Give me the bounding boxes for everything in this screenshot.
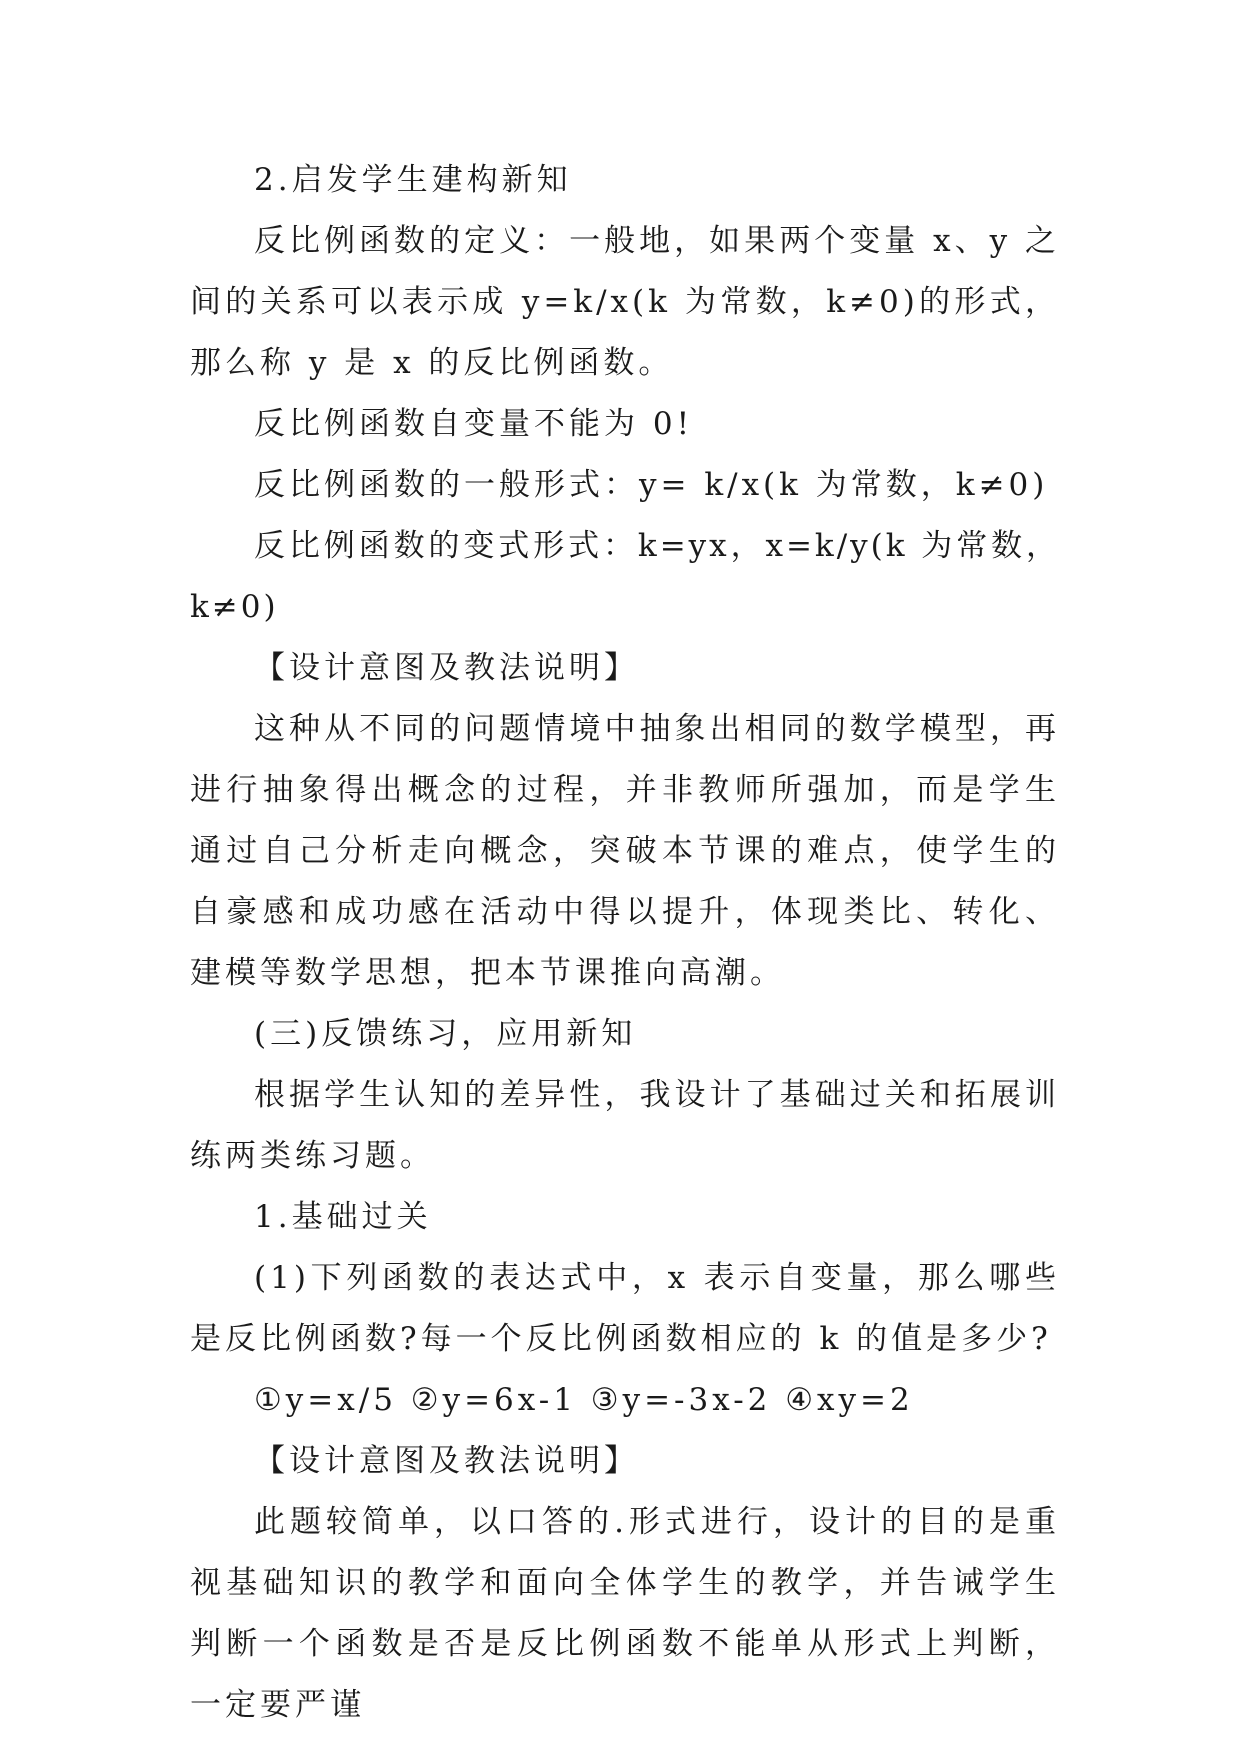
general-form-paragraph: 反比例函数的一般形式：y= k/x(k 为常数，k≠0) [254, 467, 1049, 503]
document-body [190, 150, 1060, 1736]
definition-paragraph: 反比例函数的定义：一般地，如果两个变量 x、y 之间的关系可以表示成 y=k/x(k 为常数，k≠0)的形式，那么称 y 是 x 的反比例函数。 [190, 223, 1060, 381]
exercise-question: (1)下列函数的表达式中，x 表示自变量，那么哪些是反比例函数?每一个反比例函数相应的 k 的值是多少? [190, 1260, 1060, 1357]
design-intent-paragraph: 这种从不同的问题情境中抽象出相同的数学模型，再进行抽象得出概念的过程，并非教师所强加，而是学生通过自己分析走向概念，突破本节课的难点，使学生的自豪感和成功感在活动中得以提升，体现类比、转化、建模等数学思想，把本节课推向高潮。 [190, 711, 1060, 991]
exercise-options: ①y=x/5 ②y=6x-1 ③y=-3x-2 ④xy=2 [254, 1382, 914, 1418]
design-intent-heading: 【设计意图及教法说明】 [254, 650, 639, 686]
section-heading: (三)反馈练习，应用新知 [254, 1016, 637, 1052]
variant-form-paragraph: 反比例函数的变式形式：k=yx，x=k/y(k 为常数，k≠0) [190, 528, 1060, 625]
section-heading: 2.启发学生建构新知 [254, 162, 572, 198]
design-intent-paragraph: 此题较简单，以口答的.形式进行，设计的目的是重视基础知识的教学和面向全体学生的教学，并告诫学生判断一个函数是否是反比例函数不能单从形式上判断，一定要严谨 [190, 1504, 1060, 1723]
subsection-heading: 1.基础过关 [254, 1199, 432, 1235]
note-paragraph: 反比例函数自变量不能为 0! [254, 406, 694, 442]
design-intent-heading: 【设计意图及教法说明】 [254, 1443, 639, 1479]
body-paragraph: 根据学生认知的差异性，我设计了基础过关和拓展训练两类练习题。 [190, 1077, 1060, 1174]
